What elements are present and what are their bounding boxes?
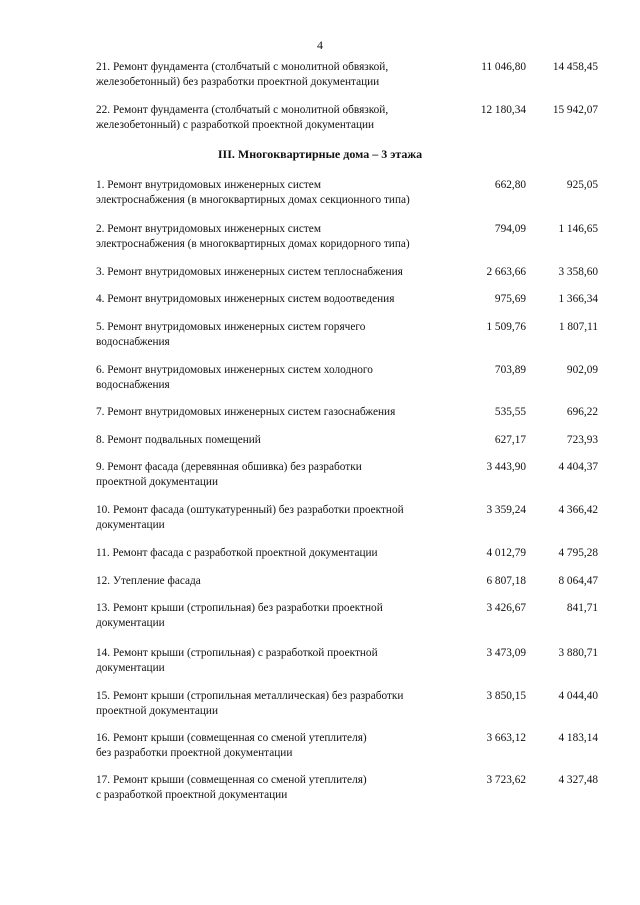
row-value-1: 662,80 — [494, 179, 526, 191]
row-value-2: 3 358,60 — [558, 266, 598, 278]
row-value-2: 4 366,42 — [558, 504, 598, 516]
row-value-1: 975,69 — [494, 293, 526, 305]
row-value-2: 1 366,34 — [558, 293, 598, 305]
row-value-1: 794,09 — [494, 223, 526, 235]
row-value-2: 723,93 — [566, 434, 598, 446]
row-value-2: 4 327,48 — [558, 774, 598, 786]
row-value-2: 902,09 — [566, 364, 598, 376]
row-value-1: 3 723,62 — [486, 774, 526, 786]
row-value-2: 4 183,14 — [558, 732, 598, 744]
row-value-2: 4 404,37 — [558, 461, 598, 473]
row-value-2: 1 146,65 — [558, 223, 598, 235]
row-value-1: 3 359,24 — [486, 504, 526, 516]
row-value-2: 925,05 — [566, 179, 598, 191]
row-value-2: 4 795,28 — [558, 547, 598, 559]
row-value-1: 11 046,80 — [481, 61, 526, 73]
row-description: 22. Ремонт фундамента (столбчатый с монолитной обвязкой, железобетонный) с разработкой проектной документации — [96, 104, 389, 131]
row-value-1: 3 473,09 — [486, 647, 526, 659]
row-value-1: 3 443,90 — [486, 461, 526, 473]
row-value-1: 1 509,76 — [486, 321, 526, 333]
row-value-1: 6 807,18 — [486, 575, 526, 587]
row-value-1: 2 663,66 — [486, 266, 526, 278]
row-value-1: 3 663,12 — [486, 732, 526, 744]
row-value-1: 3 850,15 — [486, 690, 526, 702]
page-number: 4 — [317, 38, 323, 52]
row-value-2: 841,71 — [566, 602, 598, 614]
row-value-2: 8 064,47 — [558, 575, 598, 587]
row-value-2: 1 807,11 — [558, 321, 598, 333]
row-value-2: 696,22 — [566, 406, 598, 418]
row-value-2: 3 880,71 — [558, 647, 598, 659]
row-value-1: 4 012,79 — [486, 547, 526, 559]
row-value-1: 3 426,67 — [486, 602, 526, 614]
row-value-1: 627,17 — [494, 434, 526, 446]
row-description: 21. Ремонт фундамента (столбчатый с монолитной обвязкой, железобетонный) без разработки проектной документации — [96, 61, 389, 88]
row-value-2: 4 044,40 — [558, 690, 598, 702]
row-value-1: 535,55 — [494, 406, 526, 418]
row-value-1: 703,89 — [494, 364, 526, 376]
section-title: III. Многоквартирные дома – 3 этажа — [217, 147, 423, 161]
row-value-1: 12 180,34 — [480, 104, 526, 116]
row-value-2: 15 942,07 — [552, 104, 598, 116]
row-value-2: 14 458,45 — [552, 61, 598, 73]
